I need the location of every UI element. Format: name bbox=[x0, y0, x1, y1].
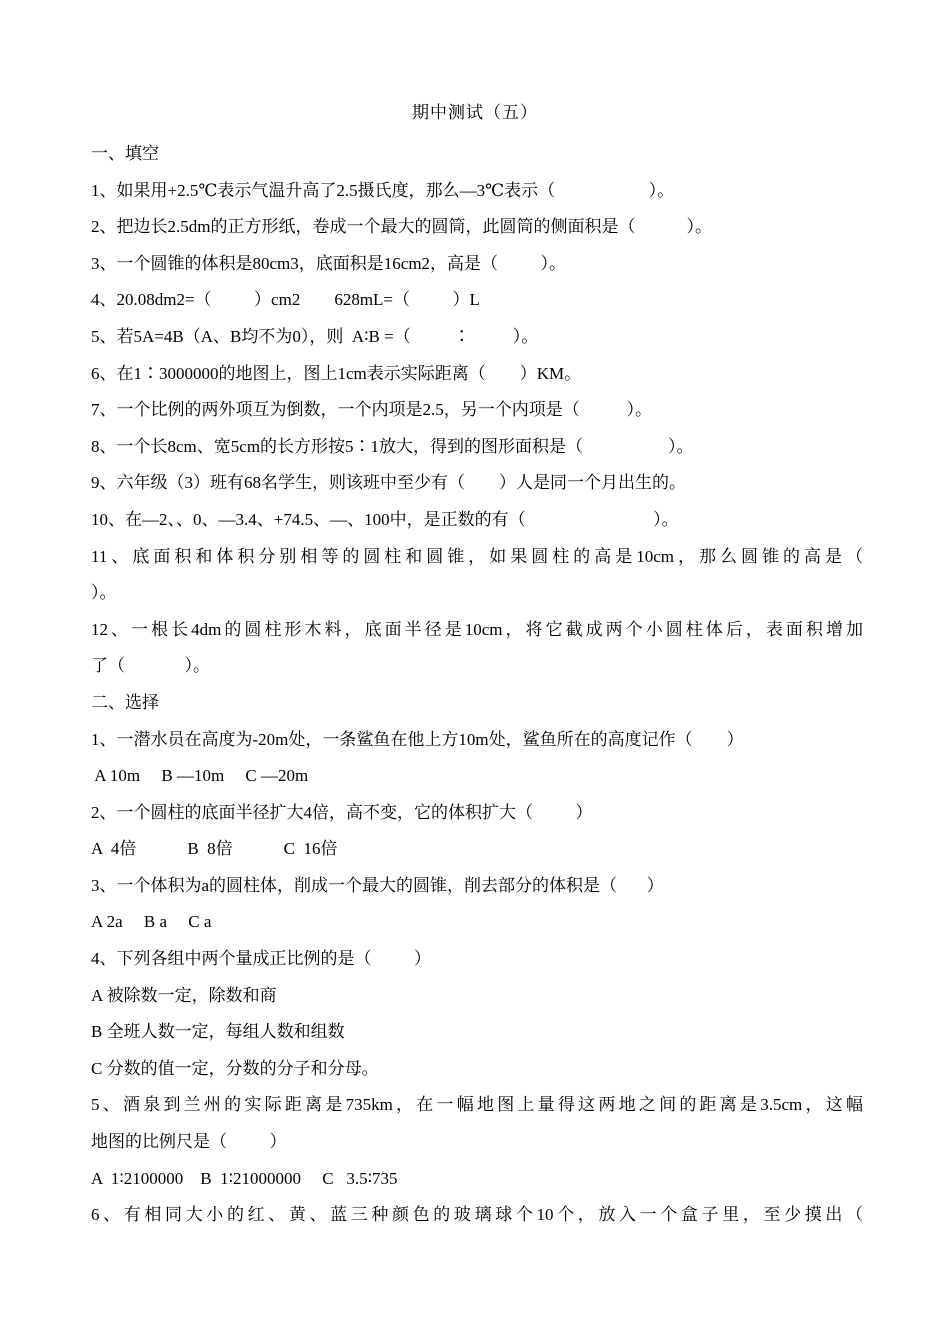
section-heading-fill-in: 一、填空 bbox=[91, 144, 159, 163]
question-fill-2: 2、把边长2.5dm的正方形纸，卷成一个最大的圆筒，此圆筒的侧面积是（ ）。 bbox=[91, 217, 712, 237]
question-choice-2: 2、一个圆柱的底面半径扩大4倍，高不变，它的体积扩大（ ） bbox=[91, 802, 593, 822]
question-fill-10: 10、在—2、、0、—3.4、+74.5、—、100中，是正数的有（ ）。 bbox=[91, 509, 679, 529]
question-fill-8: 8、一个长8cm、宽5cm的长方形按5∶1放大，得到的图形面积是（ ）。 bbox=[91, 436, 694, 456]
question-choice-4: 4、下列各组中两个量成正比例的是（ ） bbox=[91, 949, 431, 969]
question-choice-4-option-c: C 分数的值一定，分数的分子和分母。 bbox=[91, 1058, 379, 1078]
question-choice-4-option-b: B 全班人数一定，每组人数和组数 bbox=[91, 1022, 345, 1042]
question-fill-12-continued: 了（ ）。 bbox=[91, 656, 210, 676]
question-choice-5-options: A 1∶2100000 B 1∶21000000 C 3.5∶735 bbox=[91, 1168, 398, 1188]
page-title: 期中测试（五） bbox=[412, 103, 538, 122]
question-choice-1: 1、一潜水员在高度为-20m处，一条鲨鱼在他上方10m处，鲨鱼所在的高度记作（ ） bbox=[91, 729, 744, 749]
question-fill-6: 6、在1∶3000000的地图上，图上1cm表示实际距离（ ）KM。 bbox=[91, 363, 582, 383]
question-fill-4: 4、20.08dm2=（ ）cm2 628mL=（ ）L bbox=[91, 290, 480, 310]
question-fill-5: 5、若5A=4B（A、B均不为0），则 A∶B =（ ∶ ）。 bbox=[91, 326, 539, 346]
question-choice-4-option-a: A 被除数一定，除数和商 bbox=[91, 985, 277, 1005]
question-choice-3: 3、一个体积为a的圆柱体，削成一个最大的圆锥，削去部分的体积是（ ） bbox=[91, 875, 664, 895]
question-choice-5: 5、酒泉到兰州的实际距离是735km，在一幅地图上量得这两地之间的距离是3.5cm，这幅 bbox=[91, 1095, 863, 1115]
question-fill-11-continued: ）。 bbox=[91, 583, 117, 603]
question-choice-1-options: A 10m B —10m C —20m bbox=[91, 766, 309, 786]
question-choice-2-options: A 4倍 B 8倍 C 16倍 bbox=[91, 839, 338, 859]
question-choice-6: 6、有相同大小的红、黄、蓝三种颜色的玻璃球个10个，放入一个盒子里，至少摸出（ bbox=[91, 1205, 863, 1225]
question-fill-12: 12、一根长4dm的圆柱形木料，底面半径是10cm，将它截成两个小圆柱体后，表面积增加 bbox=[91, 619, 863, 639]
question-fill-3: 3、一个圆锥的体积是80cm3，底面积是16cm2，高是（ ）。 bbox=[91, 253, 567, 273]
question-fill-9: 9、六年级（3）班有68名学生，则该班中至少有（ ）人是同一个月出生的。 bbox=[91, 473, 686, 493]
question-choice-3-options: A 2a B a C a bbox=[91, 912, 212, 932]
question-fill-11: 11、底面积和体积分别相等的圆柱和圆锥，如果圆柱的高是10cm，那么圆锥的高是（ bbox=[91, 546, 863, 566]
document-body bbox=[91, 136, 863, 1234]
question-fill-7: 7、一个比例的两外项互为倒数，一个内项是2.5，另一个内项是（ ）。 bbox=[91, 400, 652, 420]
question-choice-5-continued: 地图的比例尺是（ ） bbox=[91, 1132, 287, 1152]
section-heading-choice: 二、选择 bbox=[91, 692, 159, 712]
question-fill-1: 1、如果用+2.5℃表示气温升高了2.5摄氏度，那么—3℃表示（ ）。 bbox=[91, 180, 675, 200]
